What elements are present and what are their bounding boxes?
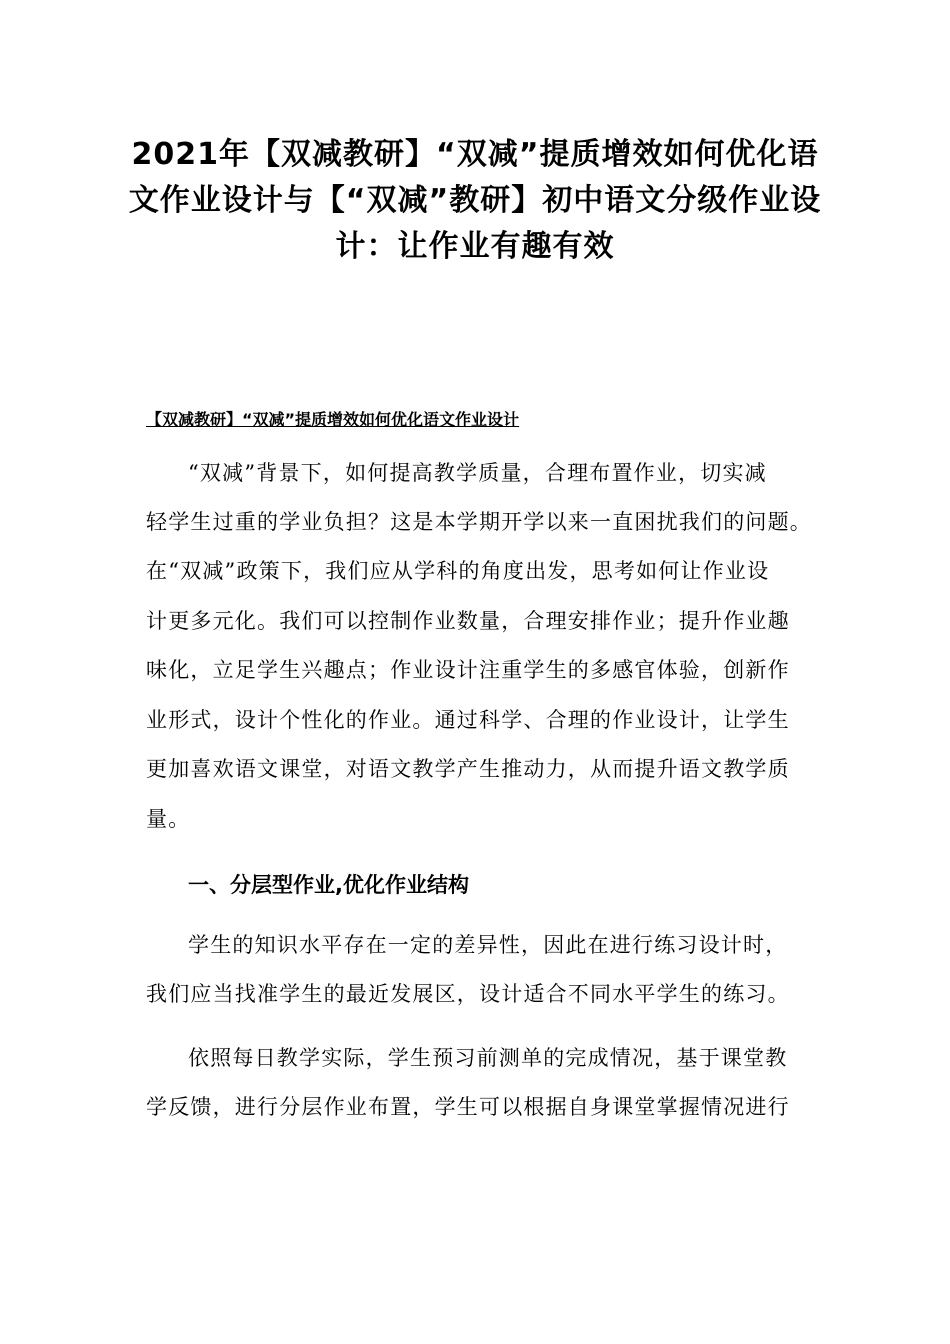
paragraph-line: “双减”背景下，如何提高教学质量，合理布置作业，切实减 — [188, 461, 767, 485]
paragraph-line: 学生的知识水平存在一定的差异性，因此在进行练习设计时， — [188, 933, 788, 957]
paragraph-line: 更加喜欢语文课堂，对语文教学产生推动力，从而提升语文教学质 — [146, 757, 790, 781]
paragraph-line: 依照每日教学实际，学生预习前测单的完成情况，基于课堂教 — [188, 1046, 788, 1070]
document-title — [120, 132, 830, 270]
paragraph-line: 轻学生过重的学业负担？这是本学期开学以来一直困扰我们的问题。 — [146, 510, 812, 534]
title-line: 计：让作业有趣有效 — [335, 229, 615, 264]
section-heading: 一、分层型作业,优化作业结构 — [188, 873, 469, 897]
paragraph-line: 量。 — [146, 807, 191, 831]
paragraph-line: 味化，立足学生兴趣点；作业设计注重学生的多感官体验，创新作 — [146, 658, 790, 682]
paragraph-line: 我们应当找准学生的最近发展区，设计适合不同水平学生的练习。 — [146, 982, 790, 1006]
title-line: 文作业设计与【“双减”教研】初中语文分级作业设 — [128, 183, 822, 218]
title-line: 2021年【双减教研】“双减”提质增效如何优化语 — [131, 137, 819, 172]
paragraph-line: 在“双减”政策下，我们应从学科的角度出发，思考如何让作业设 — [146, 559, 770, 583]
paragraph-line: 业形式，设计个性化的作业。通过科学、合理的作业设计，让学生 — [146, 708, 790, 732]
paragraph-line: 学反馈，进行分层作业布置，学生可以根据自身课堂掌握情况进行 — [146, 1095, 790, 1119]
section-title: 【双减教研】“双减”提质增效如何优化语文作业设计 — [146, 410, 520, 429]
paragraph-line: 计更多元化。我们可以控制作业数量，合理安排作业；提升作业趣 — [146, 609, 790, 633]
